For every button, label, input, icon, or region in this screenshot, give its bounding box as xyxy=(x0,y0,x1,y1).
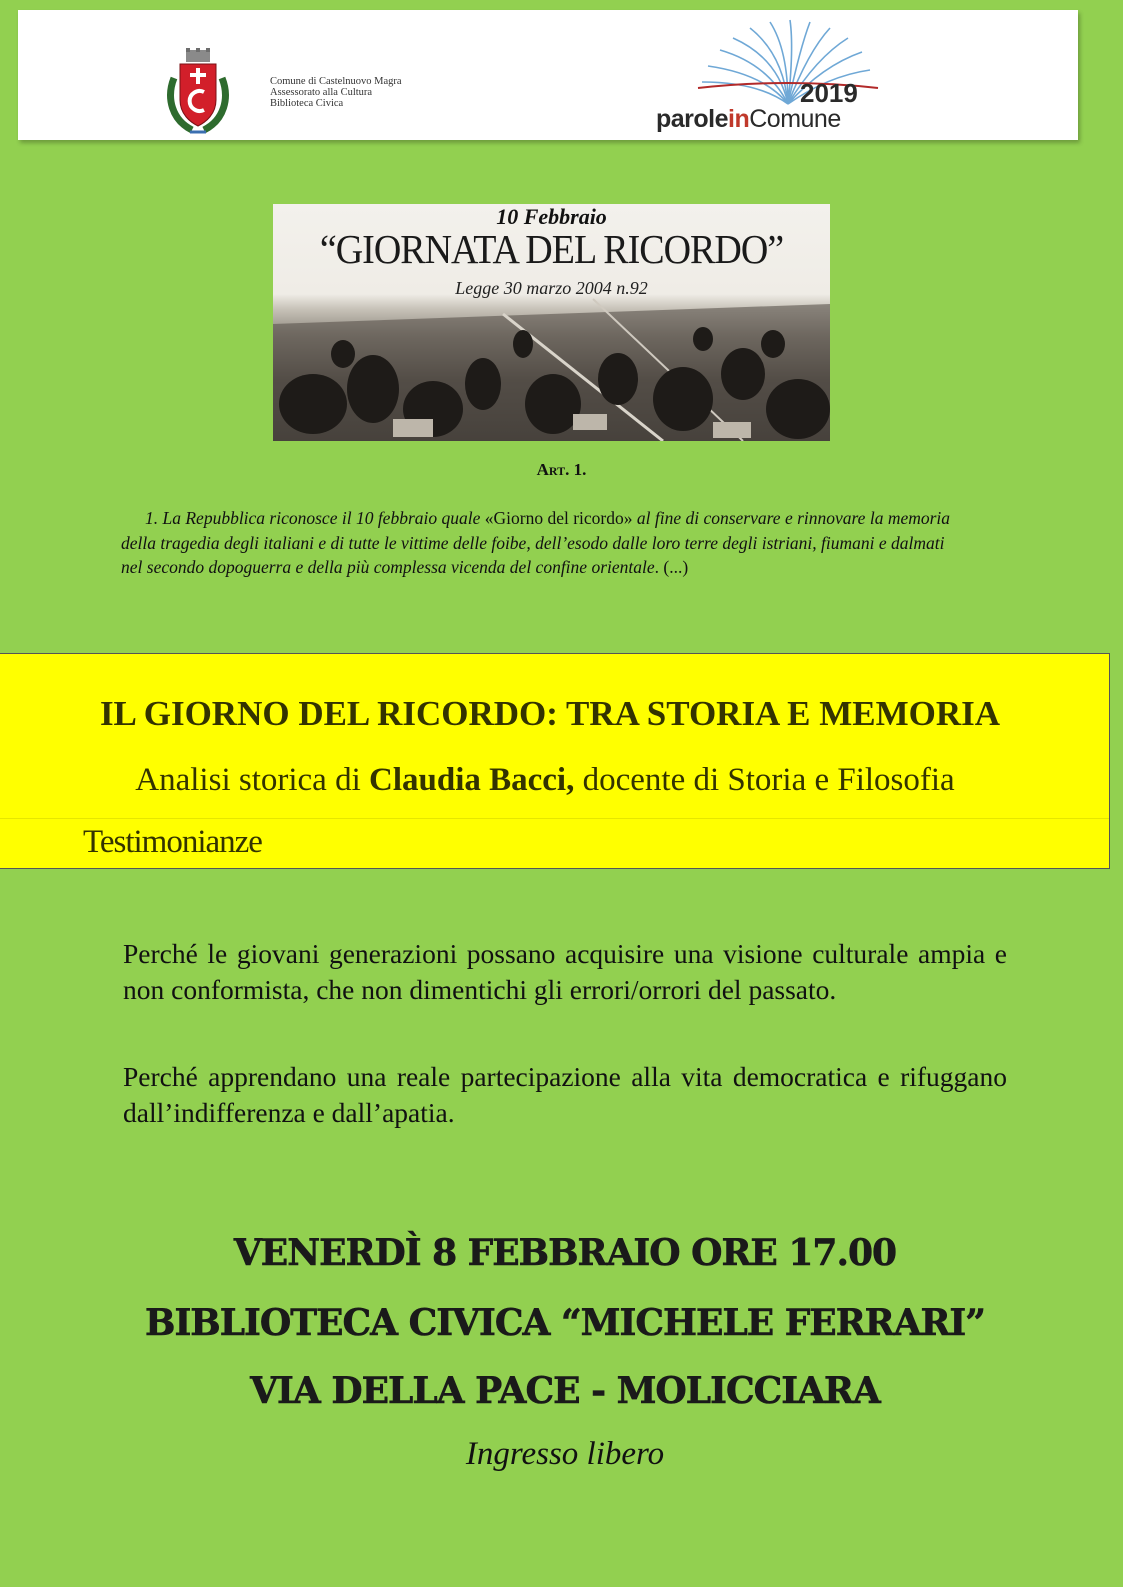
event-address: VIA DELLA PACE - MOLICCIARA xyxy=(250,1370,880,1412)
panel-divider xyxy=(0,818,1109,819)
event-sub-post: docente di Storia e Filosofia xyxy=(574,762,955,798)
body-paragraph-2: Perché apprendano una reale partecipazione alla vita democratica e rifuggano dall’indifferenza e dall’apatia. xyxy=(123,1061,1007,1128)
comune-line-1: Comune di Castelnuovo Magra xyxy=(270,76,402,87)
giornata-ricordo-photo xyxy=(273,204,830,441)
brand-year: 2019 xyxy=(800,78,858,108)
article-text-b: al fine di conservare e rinnovare la memoria della tragedia degli italiani e di tutte le vittime delle foibe, dell’esodo dalle loro terre degli istriani, fiumani e dalmati nel secondo dopoguerra e della più complessa vicenda del confine orientale xyxy=(121,508,951,577)
entry-note: Ingresso libero xyxy=(465,1436,665,1472)
article-text-c: . (...) xyxy=(654,557,689,577)
event-date-time: VENERDÌ 8 FEBBRAIO ORE 17.00 xyxy=(233,1232,897,1274)
brand-in: in xyxy=(728,105,750,133)
body-paragraph-1: Perché le giovani generazioni possano acquisire una visione culturale ampia e non conformista, che non dimentichi gli errori/orrori del passato. xyxy=(123,938,1007,1005)
article-text-a: 1. La Repubblica riconosce il 10 febbraio quale xyxy=(145,508,485,528)
photo-date: 10 Febbraio xyxy=(496,204,607,229)
comune-line-2: Assessorato alla Cultura xyxy=(270,87,373,98)
brand-parole: parole xyxy=(656,105,729,133)
event-title: IL GIORNO DEL RICORDO: TRA STORIA E MEMORIA xyxy=(99,694,1001,733)
article-heading: Art. 1. xyxy=(536,460,587,479)
comune-line-3: Biblioteca Civica xyxy=(270,98,344,109)
photo-law: Legge 30 marzo 2004 n.92 xyxy=(455,278,648,298)
event-sub-pre: Analisi storica di xyxy=(135,762,369,798)
photo-title: “GIORNATA DEL RICORDO” xyxy=(319,227,784,273)
event-panel xyxy=(0,653,1110,869)
event-testimonials: Testimonianze xyxy=(83,824,262,860)
brand-name xyxy=(656,105,841,134)
comune-info xyxy=(270,76,402,109)
castelnuovo-crest-icon xyxy=(166,48,230,136)
speaker-name: Claudia Bacci, xyxy=(369,762,575,798)
article-text xyxy=(121,506,951,580)
event-venue: BIBLIOTECA CIVICA “MICHELE FERRARI” xyxy=(145,1302,985,1344)
header-banner xyxy=(18,10,1078,140)
brand-comune: Comune xyxy=(749,105,841,133)
event-speaker xyxy=(0,762,1090,799)
article-quote: «Giorno del ricordo» xyxy=(484,508,633,528)
